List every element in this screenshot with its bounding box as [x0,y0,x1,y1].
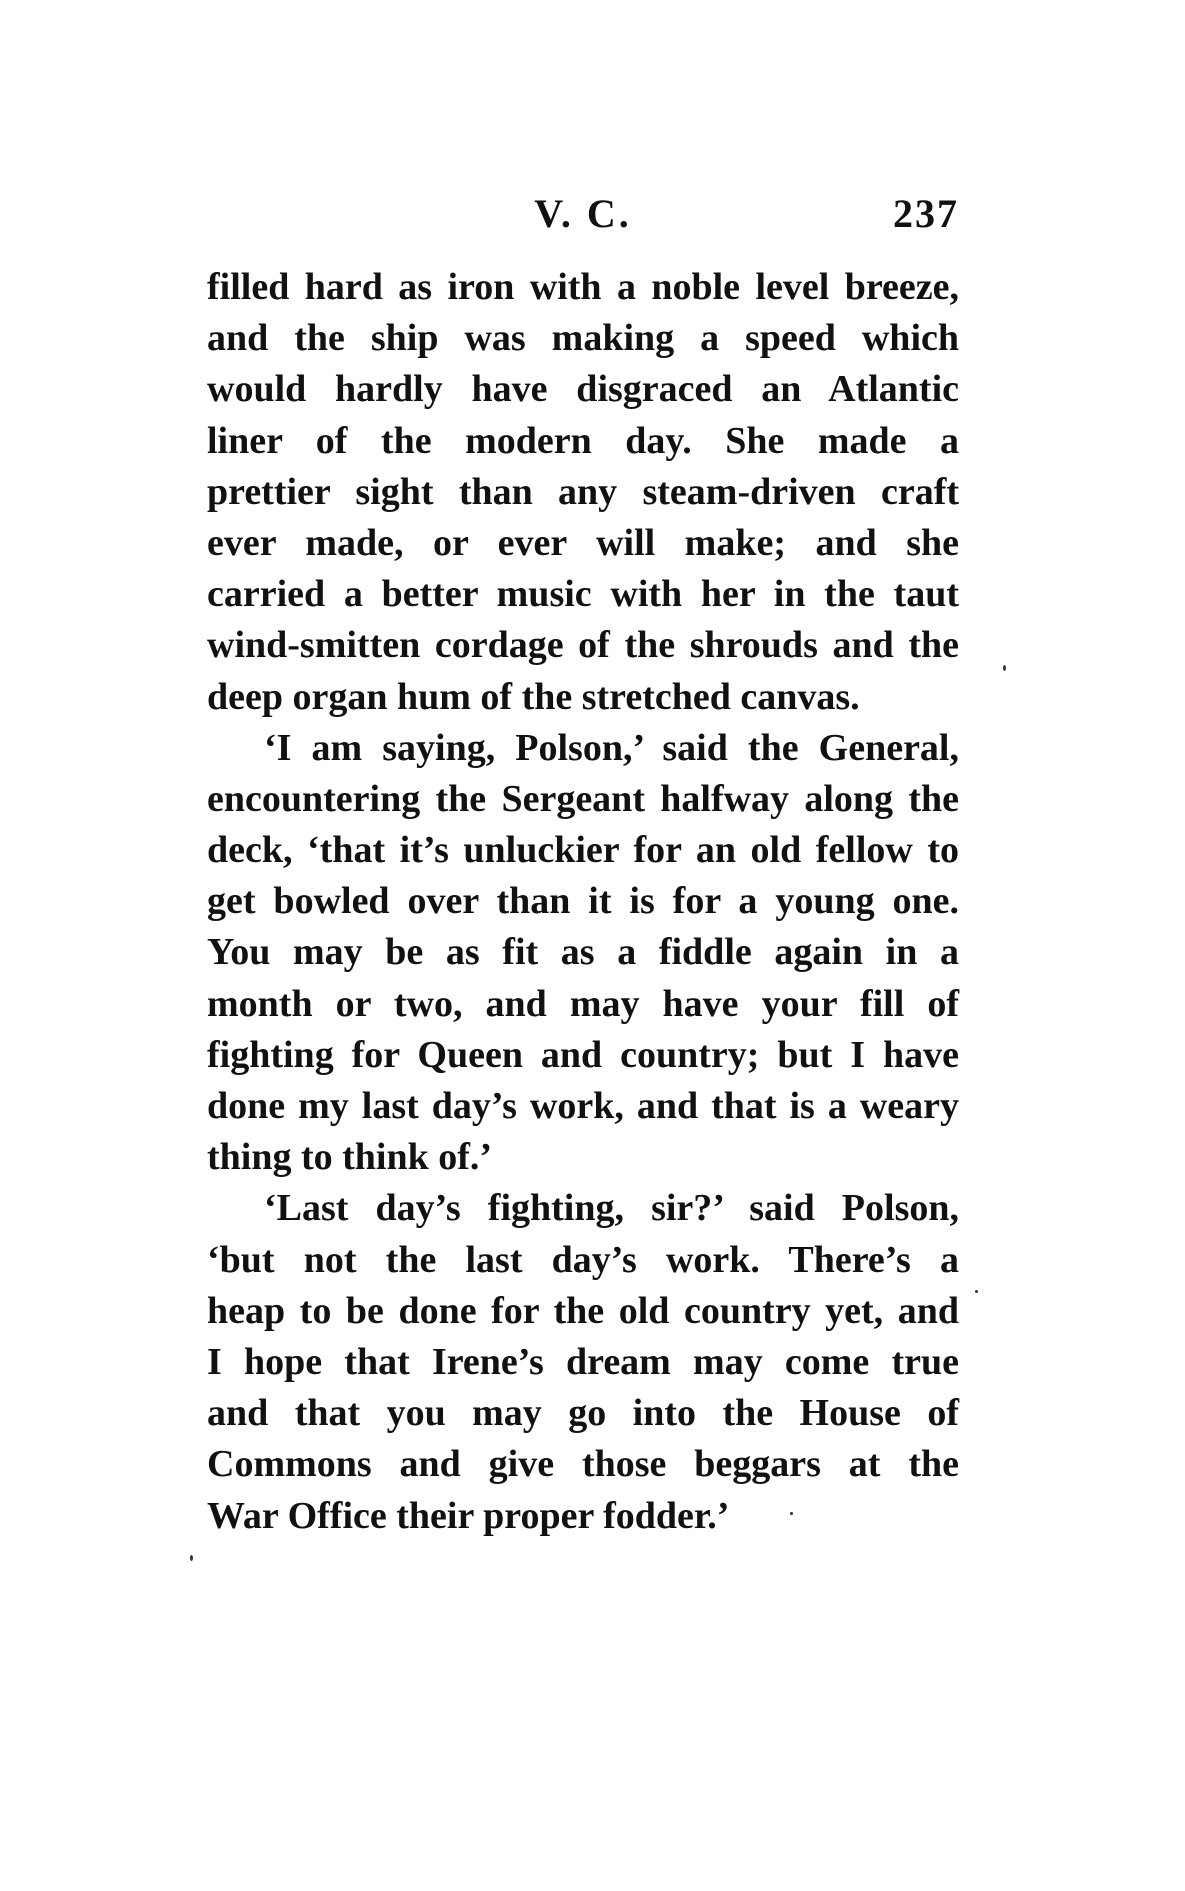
text-line: carried a better music with her in the taut [207,573,959,616]
text-line: fighting for Queen and country; but I have [207,1033,959,1076]
paragraph-3 [207,1183,959,1541]
text-line: would hardly have disgraced an Atlantic [207,368,959,411]
scan-speck [1003,665,1006,671]
text-line: War Office their proper fodder.’ [207,1494,730,1537]
paragraph-1 [207,262,959,723]
text-line: and the ship was making a speed which [207,317,959,360]
text-line: prettier sight than any steam-driven craft [207,470,959,513]
scan-speck [790,1512,793,1515]
running-title: V. C. [534,191,632,236]
text-line: done my last day’s work, and that is a weary [207,1085,959,1127]
page-number: 237 [893,191,959,236]
text-line: Commons and give those beggars at the [207,1443,959,1486]
text-line: liner of the modern day. She made a [207,419,959,462]
text-line: get bowled over than it is for a young one. [207,880,959,923]
scan-speck [975,1290,978,1293]
text-line: deep organ hum of the stretched canvas. [207,675,860,718]
text-line: deck, ‘that it’s unluckier for an old fellow to [207,829,959,872]
text-line: heap to be done for the old country yet, and [207,1289,959,1332]
body-text [207,262,959,1542]
text-line: encountering the Sergeant halfway along the [207,777,959,820]
text-line: thing to think of.’ [207,1136,493,1179]
text-line: ever made, or ever will make; and she [207,521,959,564]
text-line: ‘I am saying, Polson,’ said the General, [264,726,959,769]
text-line: filled hard as iron with a noble level breeze, [207,266,959,308]
scan-speck [190,1555,193,1561]
paragraph-2 [207,723,959,1184]
text-line: ‘but not the last day’s work. There’s a [207,1238,959,1281]
text-line: wind-smitten cordage of the shrouds and the [207,624,959,667]
text-line: I hope that Irene’s dream may come true [207,1340,959,1383]
text-line: You may be as fit as a fiddle again in a [207,931,959,974]
text-line: month or two, and may have your fill of [207,982,959,1025]
running-head [207,190,959,250]
text-line: and that you may go into the House of [207,1392,959,1435]
text-line: ‘Last day’s fighting, sir?’ said Polson, [264,1187,959,1230]
